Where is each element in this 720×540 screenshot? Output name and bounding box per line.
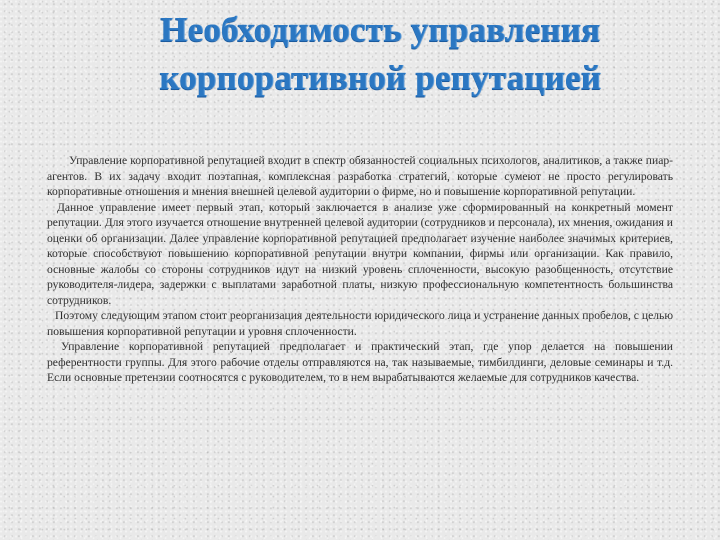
slide-title — [110, 6, 650, 102]
slide-body — [47, 153, 673, 386]
body-paragraph-4: Управление корпоративной репутацией предполагает и практический этап, где упор делается на повышении референтности группы. Для этого рабочие отделы отправляются на, так называемые, тимбилдинги, деловые семинары и т.д. Если основные претензии соотносятся с руководителем, то в нем вырабатываются желаемые для сотрудников качества. — [47, 340, 673, 384]
body-paragraph-3: Поэтому следующим этапом стоит реорганизация деятельности юридического лица и устранение данных пробелов, с целью повышения корпоративной репутации и уровня сплоченности. — [47, 309, 673, 338]
body-paragraph-1: Управление корпоративной репутацией входит в спектр обязанностей социальных психологов, аналитиков, а также пиар-агентов. В их задачу входит поэтапная, комплексная разработка стратегий, которые сумеют не просто регулировать корпоративные отношения и мнения внешней целевой аудитории о фирме, но и повышение корпоративной репутации. — [47, 154, 673, 198]
slide-title-line-2: корпоративной репутацией — [159, 58, 601, 97]
slide-title-line-1: Необходимость управления — [159, 10, 601, 49]
body-paragraph-2: Данное управление имеет первый этап, который заключается в анализе уже сформированный на конкретный момент репутации. Для этого изучается отношение внутренней целевой аудитории (сотрудников и персонала), их мнения, ожидания и оценки об организации. Далее управление корпоративной репутацией предполагает изучение наиболее значимых критериев, которые способствуют повышению корпоративной репутации внутри компании, фирмы или организации. Как правило, основные жалобы со стороны сотрудников идут на низкий уровень сплоченности, высокую разобщенность, отсутствие руководителя-лидера, задержки с выплатами заработной платы, низкую профессиональную компетентность большинства сотрудников. — [47, 200, 673, 307]
